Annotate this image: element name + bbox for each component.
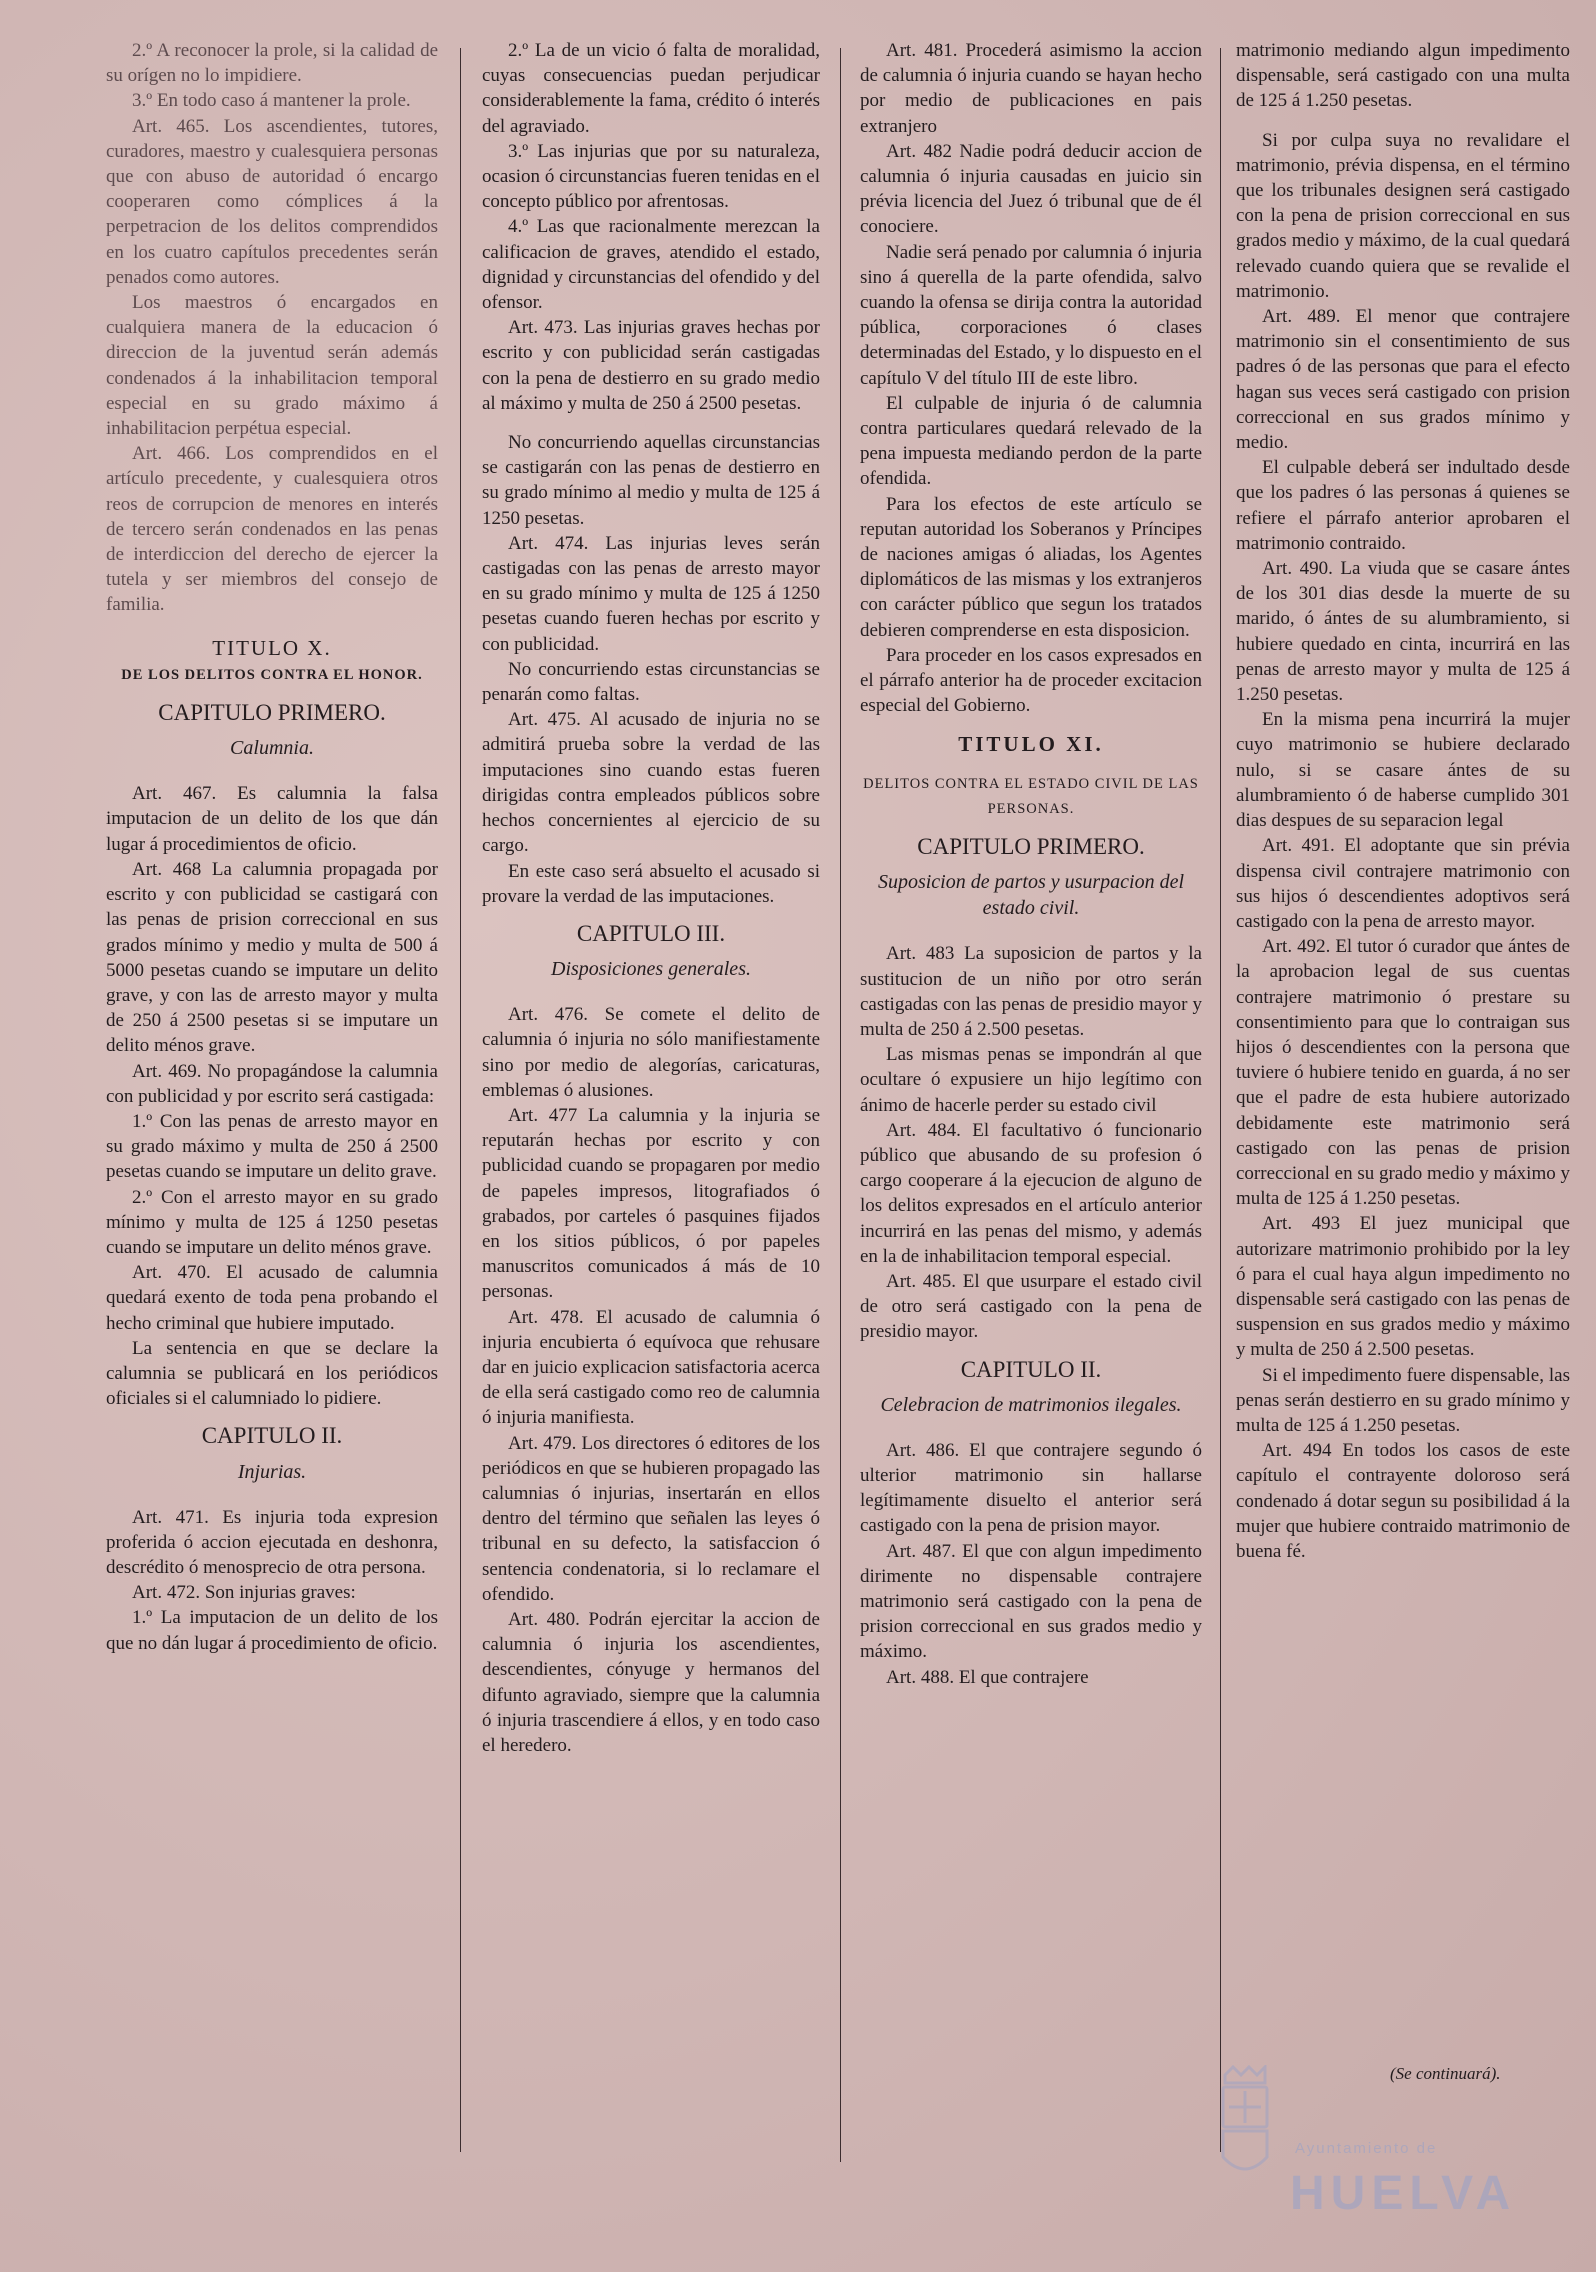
paragraph: 2.º A reconocer la prole, si la calidad de su orígen no lo impidiere. [106,40,438,87]
paragraph: 3.º Las injurias que por su naturaleza, ocasion ó circunstancias fueren tenidas en el concepto público por afrentosas. [482,140,820,213]
article-468: Art. 468 La calumnia propagada por escrito y con publicidad se castigará con las penas de prision correccional en sus grados mínimo y medio y multa de 500 á 5000 pesetas cuando se imputare un delito grave, y con las de arresto mayor y multa de 250 á 2500 pesetas si se imputare un delito ménos grave. [106,858,438,1057]
paragraph: 2.º Con el arresto mayor en su grado mínimo y multa de 125 á 1250 pesetas cuando se imputare un delito ménos grave. [106,1186,438,1258]
article-479: Art. 479. Los directores ó editores de los periódicos en que se hubieren propagado las calumnias ó injurias, insertarán en ellos dentro del término que señalen las leyes ó tribunal en su defecto, la satisfaccion ó sentencia condenatoria, si lo reclamare el ofendido. [482,1432,820,1605]
section-heading: Suposicion de partos y usurpacion del estado civil. [877,871,1185,920]
paragraph: Las mismas penas se impondrán al que ocultare ó expusiere un hijo legítimo con ánimo de hacerle perder su estado civil [860,1044,1202,1116]
article-480: Art. 480. Podrán ejercitar la accion de calumnia ó injuria los ascendientes, descendientes, cónyuge y hermanos del difunto agraviado, siempre que la calumnia ó injuria trascendiere á ellos, y en todo caso el heredero. [482,1608,820,1756]
text-column-3 [860,38,1202,2232]
article-487: Art. 487. El que con algun impedimento dirimente no dispensable contrajere matrimonio será castigado con la pena de prision correccional en sus grados medio y máximo. [860,1540,1202,1663]
paragraph: Si por culpa suya no revalidare el matrimonio, prévia dispensa, en el término que los tribunales designen será castigado con la pena de prision correccional en sus grados medio y máximo, de la cual quedará relevado cuando quiera que se revalide el matrimonio. [1236,129,1570,302]
city-seal-icon [1205,2065,1285,2185]
article-483: Art. 483 La suposicion de partos y la sustitucion de un niño por otro serán castigadas con las penas de presidio mayor y multa de 250 á 2.500 pesetas. [860,943,1202,1040]
article-490: Art. 490. La viuda que se casare ántes de los 301 dias desde la muerte de su marido, ó ántes de su alumbramiento, si hubiere quedado en cinta, incurrirá en las penas de arresto mayor y multa de 125 á 1.250 pesetas. [1236,558,1570,706]
paragraph: La sentencia en que se declare la calumnia se publicará en los periódicos oficiales si el calumniado lo pidiere. [106,1337,438,1410]
paragraph: El culpable deberá ser indultado desde que los padres ó las personas á quienes se refiere el párrafo anterior aprobaren el matrimonio contraido. [1236,457,1570,554]
paragraph: 4.º Las que racionalmente merezcan la calificacion de graves, atendido el estado, dignidad y circunstancias del ofendido y del ofensor. [482,216,820,314]
paragraph: Si el impedimento fuere dispensable, las penas serán destierro en su grado mínimo y multa de 125 á 1.250 pesetas. [1236,1364,1570,1436]
article-470: Art. 470. El acusado de calumnia quedará exento de toda pena probando el hecho criminal que hubiere imputado. [106,1262,438,1334]
watermark-logo: HUELVA [1290,2167,1517,2220]
article-467: Art. 467. Es calumnia la falsa imputacion de un delito de los que dán lugar á procedimientos de oficio. [106,783,438,855]
paragraph: matrimonio mediando algun impedimento dispensable, será castigado con una multa de 125 á 1.250 pesetas. [1236,40,1570,112]
paragraph: En este caso será absuelto el acusado si provare la verdad de las imputaciones. [482,860,820,907]
article-485: Art. 485. El que usurpare el estado civil de otro será castigado con la pena de presidio mayor. [860,1270,1202,1343]
chapter-heading: CAPITULO PRIMERO. [917,834,1145,860]
chapter-heading: CAPITULO III. [576,920,726,946]
paragraph: Para proceder en los casos expresados en el párrafo anterior ha de proceder excitacion especial del Gobierno. [860,644,1202,717]
paragraph: El culpable de injuria ó de calumnia contra particulares quedará relevado de la pena impuesta mediando perdon de la parte ofendida. [860,392,1202,490]
chapter-heading: CAPITULO II. [960,1356,1102,1382]
article-484: Art. 484. El facultativo ó funcionario público que abusando de su profesion ó cargo cooperare á la ejecucion de alguno de los delitos expresados en el artículo anterior incurrirá en las penas del mismo, y además en la de inhabilitacion temporal especial. [860,1119,1202,1267]
article-473: Art. 473. Las injurias graves hechas por escrito y con publicidad serán castigadas con la pena de destierro en su grado medio al máximo y multa de 250 á 2500 pesetas. [482,317,820,414]
paragraph: 2.º La de un vicio ó falta de moralidad, cuyas consecuencias puedan perjudicar considerablemente la fama, crédito ó interés del agraviado. [482,40,820,137]
chapter-heading: CAPITULO PRIMERO. [158,700,386,726]
title-heading: TITULO X. [212,635,332,660]
title-subheading: DELITOS CONTRA EL ESTADO CIVIL DE LAS PERSONAS. [863,775,1199,817]
paragraph: Para los efectos de este artículo se reputan autoridad los Soberanos y Príncipes de naciones amigas ó aliadas, los Agentes diplomáticos de las mismas y los extranjeros con carácter público que segun los tratados debieren comprenderse en esta disposicion. [860,493,1202,641]
article-481: Art. 481. Procederá asimismo la accion de calumnia ó injuria cuando se hayan hecho por medio de publicaciones en pais extranjero [860,40,1202,137]
article-493: Art. 493 El juez municipal que autorizare matrimonio prohibido por la ley ó para el cual haya algun impedimento no dispensable será castigado con las penas de suspension en sus grados medio y máximo y multa de 250 á 2.500 pesetas. [1236,1213,1570,1361]
article-466: Art. 466. Los comprendidos en el artículo precedente, y cualesquiera otros reos de corrupcion de menores en interés de tercero serán condenados en las penas de interdiccion del derecho de ejercer la tutela y ser miembros del consejo de familia. [106,443,438,616]
article-471: Art. 471. Es injuria toda expresion proferida ó accion ejecutada en deshonra, descrédito ó menosprecio de otra persona. [106,1506,438,1578]
section-heading: Injurias. [237,1460,307,1483]
article-482: Art. 482 Nadie podrá deducir accion de calumnia ó injuria causadas en juicio sin prévia licencia del Juez ó tribunal que de él conociere. [860,140,1202,238]
watermark-subtitle: Ayuntamiento de [1295,2140,1438,2157]
article-476: Art. 476. Se comete el delito de calumnia ó injuria no sólo manifiestamente sino por medio de alegorías, caricaturas, emblemas ó alusiones. [482,1004,820,1101]
column-rule [1220,48,1221,2152]
section-heading: Disposiciones generales. [551,958,751,981]
title-heading: TITULO XI. [958,732,1104,757]
article-477: Art. 477 La calumnia y la injuria se reputarán hechas por escrito y con publicidad cuando se propagaren por medio de papeles impresos, litografiados ó grabados, por carteles ó pasquines fijados en los sitios públicos, ó por papeles manuscritos comunicados á más de 10 personas. [482,1104,820,1303]
article-486: Art. 486. El que contrajere segundo ó ulterior matrimonio sin hallarse legítimamente disuelto el anterior será castigado con la pena de prision mayor. [860,1439,1202,1537]
column-rule [840,48,841,2162]
article-491: Art. 491. El adoptante que sin prévia dispensa civil contrajere matrimonio con sus hijos ó descendientes adoptivos será castigado con la pena de arresto mayor. [1236,835,1570,932]
title-subheading: DE LOS DELITOS CONTRA EL HONOR. [121,666,423,683]
paragraph: No concurriendo estas circunstancias se penarán como faltas. [482,658,820,706]
paragraph: Nadie será penado por calumnia ó injuria sino á querella de la parte ofendida, salvo cuando la ofensa se dirija contra la autoridad pública, corporaciones ó clases determinadas del Estado, y lo dispuesto en el capítulo V del título III de este libro. [860,241,1202,389]
section-heading: Celebracion de matrimonios ilegales. [880,1393,1182,1416]
paragraph: No concurriendo aquellas circunstancias se castigarán con las penas de destierro en su grado mínimo al medio y multa de 125 á 1250 pesetas. [482,432,820,529]
section-heading: Calumnia. [230,737,314,760]
chapter-heading: CAPITULO II. [201,1423,343,1449]
article-474: Art. 474. Las injurias leves serán castigadas con las penas de arresto mayor en su grado mínimo y multa de 125 á 1250 pesetas cuando fueren hechas por escrito y con publicidad. [482,532,820,655]
text-column-4 [1236,38,1570,2232]
article-488: Art. 488. El que contrajere [886,1666,1089,1688]
continued-note: (Se continuará). [1390,2064,1501,2083]
article-469: Art. 469. No propagándose la calumnia con publicidad y por escrito será castigada: [106,1060,438,1107]
paragraph: En la misma pena incurrirá la mujer cuyo matrimonio se hubiere declarado nulo, si se casare ántes de su alumbramiento ó de haberse cumplido 301 dias despues de su separacion legal [1236,709,1570,832]
article-478: Art. 478. El acusado de calumnia ó injuria encubierta ó equívoca que rehusare dar en juicio explicacion satisfactoria acerca de ella será castigado como reo de calumnia ó injuria manifiesta. [482,1306,820,1429]
column-rule [460,48,461,2152]
paragraph: 1.º La imputacion de un delito de los que no dán lugar á procedimiento de oficio. [106,1607,438,1654]
text-column-1 [106,38,438,2232]
paragraph: 1.º Con las penas de arresto mayor en su grado máximo y multa de 250 á 2500 pesetas cuando se imputare un delito grave. [106,1110,438,1183]
article-492: Art. 492. El tutor ó curador que ántes de la aprobacion legal de sus cuentas contrajere matrimonio ó prestare su consentimiento para que lo contraigan sus hijos ó descendientes con la persona que tuviere ó hubiere tenido en guarda, á no ser que el padre de esta hubiere autorizado debidamente este matrimonio será castigado con las penas de prision correccional en su grado medio y máximo y multa de 125 á 1.250 pesetas. [1236,936,1570,1210]
article-475: Art. 475. Al acusado de injuria no se admitirá prueba sobre la verdad de las imputaciones sino cuando estas fueren dirigidas contra empleados públicos sobre hechos concernientes al ejercicio de su cargo. [482,709,820,857]
article-489: Art. 489. El menor que contrajere matrimonio sin el consentimiento de sus padres ó de las personas que para el efecto hagan sus veces será castigado con prision correccional en sus grados mínimo y medio. [1236,306,1570,454]
paragraph: Los maestros ó encargados en cualquiera manera de la educacion ó direccion de la juventud serán además condenados á la inhabilitacion temporal especial en su grado máximo á inhabilitacion perpétua especial. [106,292,438,440]
paragraph: 3.º En todo caso á mantener la prole. [132,90,411,112]
article-465: Art. 465. Los ascendientes, tutores, curadores, maestro y cualesquiera personas que con abuso de autoridad ó encargo cooperaren como cómplices á la perpetracion de los delitos comprendidos en los cuatro capítulos precedentes serán penados como autores. [106,115,438,288]
article-472: Art. 472. Son injurias graves: [132,1582,356,1604]
text-column-2 [482,38,820,2232]
article-494: Art. 494 En todos los casos de este capítulo el contrayente doloroso será condenado á dotar segun su posibilidad á la mujer que hubiere contraido matrimonio de buena fé. [1236,1440,1570,1562]
